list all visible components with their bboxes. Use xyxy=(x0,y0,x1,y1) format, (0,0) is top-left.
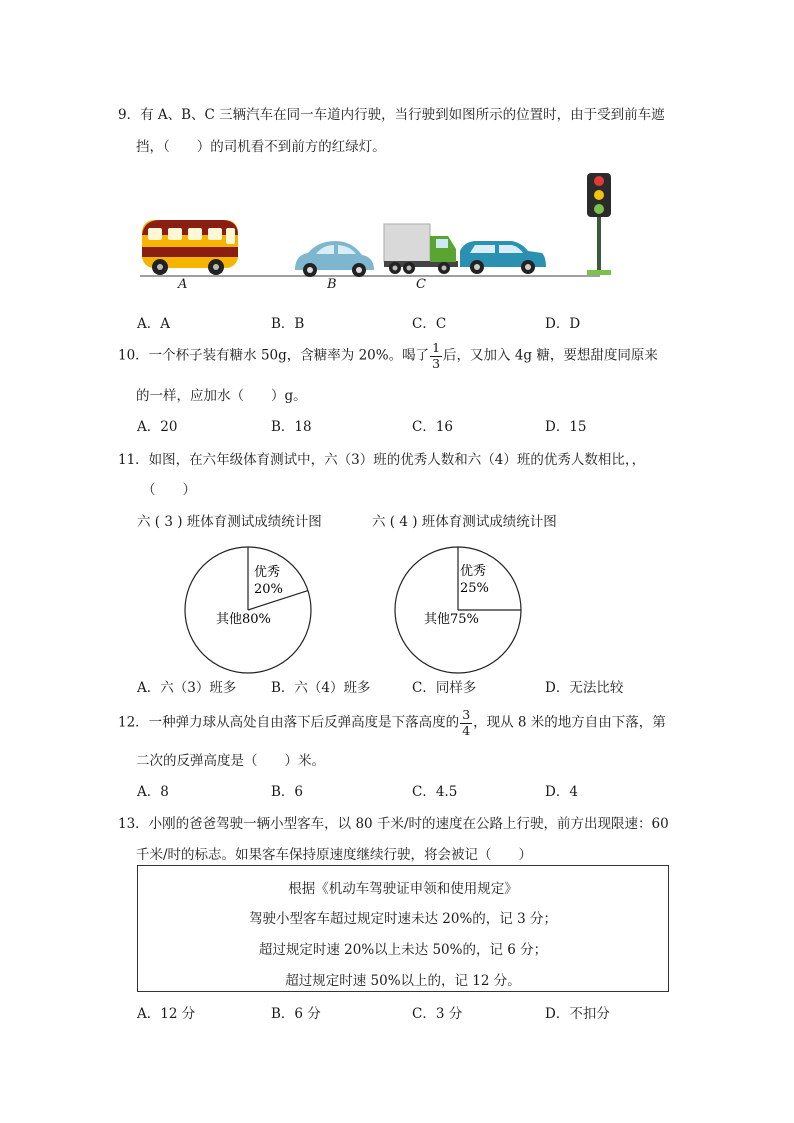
q9-option-d[interactable]: D．D xyxy=(545,316,581,332)
chart2-title: 六 ( 4 ) 班体育测试成绩统计图 xyxy=(372,514,557,530)
pie3-label-other: 其他80% xyxy=(216,612,271,627)
rules-box xyxy=(137,865,669,992)
q10-text-b: 后，又加入 4g 糖，要想甜度同原来 xyxy=(443,347,658,364)
q13-option-a[interactable]: A．12 分 xyxy=(137,1006,196,1022)
q12-frac-den: 4 xyxy=(462,722,471,738)
traffic-scene xyxy=(130,165,620,295)
q11-text-line1: 11．如图，在六年级体育测试中，六（3）班的优秀人数和六（4）班的优秀人数相比，， xyxy=(118,452,646,468)
q12-option-b[interactable]: B．6 xyxy=(271,784,304,800)
chart1-title: 六 ( 3 ) 班体育测试成绩统计图 xyxy=(137,514,322,530)
q12-text-line2: 二次的反弹高度是（ ）米。 xyxy=(136,753,325,769)
rules-line-2: 超过规定时速 20%以上未达 50%的，记 6 分； xyxy=(258,942,548,958)
q12-option-c[interactable]: C．4.5 xyxy=(412,784,458,800)
pie4-label-excellent: 优秀 xyxy=(460,564,487,579)
pie3-label-excellent-pct: 20% xyxy=(254,582,283,597)
q9-text-line1: 9．有 A、B、C 三辆汽车在同一车道内行驶，当行驶到如图所示的位置时，由于受到前车遮 xyxy=(118,107,665,123)
q9-option-a[interactable]: A．A xyxy=(137,316,170,332)
label-b: B xyxy=(327,277,337,292)
truck-c-icon xyxy=(384,224,458,274)
pie-chart-class4 xyxy=(390,540,530,680)
traffic-light-icon xyxy=(587,173,611,275)
q11-option-c[interactable]: C．同样多 xyxy=(412,680,477,696)
rules-line-1: 驾驶小型客车超过规定时速未达 20%的，记 3 分； xyxy=(249,911,557,927)
q10-text-line1 xyxy=(118,342,658,370)
q9-option-b[interactable]: B．B xyxy=(271,316,305,332)
label-a: A xyxy=(178,277,188,292)
car-b-icon xyxy=(295,241,374,277)
q9-option-c[interactable]: C．C xyxy=(412,316,447,332)
q12-option-d[interactable]: D．4 xyxy=(545,784,578,800)
q11-option-d[interactable]: D．无法比较 xyxy=(545,680,624,696)
q11-text-line2: （ ） xyxy=(142,482,196,498)
suv-icon xyxy=(460,241,546,274)
q11-option-b[interactable]: B．六（4）班多 xyxy=(271,680,371,696)
q13-text-line1: 13．小刚的爸爸驾驶一辆小型客车，以 80 千米/时的速度在公路上行驶，前方出现限速：60 xyxy=(118,816,669,832)
q13-text-line2: 千米/时的标志。如果客车保持原速度继续行驶，将会被记（ ） xyxy=(136,847,533,863)
pie4-label-excellent-pct: 25% xyxy=(460,581,489,596)
q11-option-a[interactable]: A．六（3）班多 xyxy=(137,680,237,696)
q10-option-b[interactable]: B．18 xyxy=(271,419,312,435)
rules-line-3: 超过规定时速 50%以上的，记 12 分。 xyxy=(285,973,521,989)
q10-text-line2: 的一样，应加水（ ）g。 xyxy=(136,388,307,404)
bus-a-icon xyxy=(142,220,238,275)
q13-option-b[interactable]: B．6 分 xyxy=(271,1006,321,1022)
label-c: C xyxy=(416,277,426,292)
q12-text-a: 12．一种弹力球从高处自由落下后反弹高度是下落高度的 xyxy=(118,714,460,731)
q12-option-a[interactable]: A．8 xyxy=(137,784,169,800)
pie4-label-other: 其他75% xyxy=(424,612,479,627)
q13-option-d[interactable]: D．不扣分 xyxy=(545,1006,610,1022)
q13-option-c[interactable]: C．3 分 xyxy=(412,1006,463,1022)
q10-text-a: 10．一个杯子装有糖水 50g，含糖率为 20%。喝了 xyxy=(118,347,430,364)
pie3-label-excellent: 优秀 xyxy=(254,565,281,580)
q10-frac-num: 1 xyxy=(432,340,441,355)
q10-option-d[interactable]: D．15 xyxy=(545,419,587,435)
q9-text-line2: 挡，（ ）的司机看不到前方的红绿灯。 xyxy=(136,139,386,155)
q10-frac-den: 3 xyxy=(432,355,441,371)
rules-title: 根据《机动车驾驶证申领和使用规定》 xyxy=(288,881,518,897)
q12-fraction xyxy=(460,709,472,737)
q12-text-b: ，现从 8 米的地方自由下落，第 xyxy=(473,714,666,731)
q12-frac-num: 3 xyxy=(462,707,471,722)
q10-option-a[interactable]: A．20 xyxy=(137,419,178,435)
q12-text-line1 xyxy=(118,709,666,737)
q10-fraction xyxy=(430,342,442,370)
pie-chart-class3 xyxy=(180,540,320,680)
q10-option-c[interactable]: C．16 xyxy=(412,419,454,435)
